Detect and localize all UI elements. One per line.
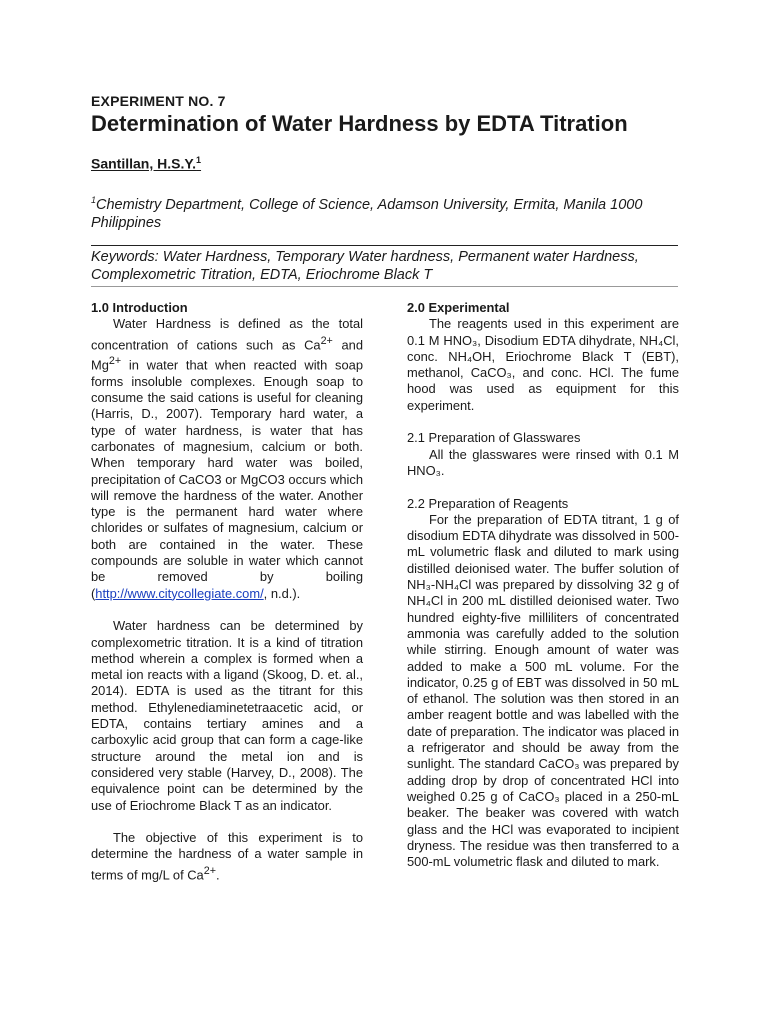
reagents-heading: 2.2 Preparation of Reagents bbox=[407, 495, 569, 511]
glasswares-heading: 2.1 Preparation of Glasswares bbox=[407, 430, 581, 446]
intro-paragraph-3: The objective of this experiment is to determine the hardness of a water sample in terms of mg/L of $Ca^{2+}$. bbox=[91, 830, 363, 882]
introduction-heading: 1.0 Introduction bbox=[91, 300, 188, 315]
paper-title: Determination of Water Hardness by EDTA Titration bbox=[91, 111, 628, 136]
keywords-top-rule bbox=[91, 245, 678, 246]
intro-paragraph-2: Water hardness can be determined by complexometric titration. It is a kind of titration method wherein a complex is formed when a metal ion reacts with a ligand (Skoog, D. et. al., 2014). EDTA is used as the titrant for this method. Ethylenediaminetetraacetic acid, or EDTA, contains tertiary amines and a carboxylic acid group that can form a cage-like structure around the metal ion and is considered very stable (Harvey, D., 2008). The equivalence point can be determined by the use of Eriochrome Black T as an indicator. bbox=[91, 618, 363, 813]
author-affiliation-mark: 1 bbox=[196, 155, 202, 165]
author bbox=[91, 155, 201, 172]
affiliation bbox=[91, 191, 681, 232]
citycollegiate-link[interactable]: http://www.citycollegiate.com/ bbox=[95, 585, 264, 601]
experimental-heading: 2.0 Experimental bbox=[407, 300, 510, 315]
reagents-paragraph: For the preparation of EDTA titrant, 1 g of disodium EDTA dihydrate was dissolved in 500-mL volumetric flask and diluted to mark using distilled deionised water. The buffer solution of NH₃-NH₄Cl was prepared by dissolving 32 g of NH₄Cl in 200 mL distilled deionised water. Two hundred eighty-five milliliters of concentrated ammonia was carefully added to the solution while stirring. Enough amount of water was added to make a 500 mL volume. For the indicator, 0.25 g of EBT was dissolved in 50 mL of ethanol. The solution was then stored in an amber reagent bottle and was labelled with the date of preparation. The indicator was placed in a refrigerator and should be away from the sunlight. The standard CaCO₃ was prepared by adding drop by drop of concentrated HCl into weighed 0.25 g of CaCO₃ placed in a 250-mL beaker. The beaker was covered with watch glass and the HCl was evaporated to incipient dryness. The residue was then transferred to a 500-mL volumetric flask and diluted to mark. bbox=[407, 511, 679, 870]
experiment-number: EXPERIMENT NO. 7 bbox=[91, 93, 226, 109]
affiliation-text: Chemistry Department, College of Science, Adamson University, Ermita, Manila 1000 Philippines bbox=[91, 196, 643, 231]
keywords-bottom-rule bbox=[91, 286, 678, 287]
glasswares-paragraph: All the glasswares were rinsed with 0.1 M HNO₃. bbox=[407, 446, 679, 478]
affiliation-mark: 1 bbox=[91, 195, 97, 205]
experimental-paragraph: The reagents used in this experiment are 0.1 M HNO₃, Disodium EDTA dihydrate, NH₄Cl, conc. NH₄OH, Eriochrome Black T (EBT), methanol, CaCO₃, and conc. HCl. The fume hood was used as equipment for this experiment. bbox=[407, 316, 679, 413]
right-column bbox=[407, 300, 679, 870]
intro-paragraph-1: Water Hardness is defined as the total concentration of cations such as $Ca^{2+}$ and $Mg^{2+}$ in water that when reacted with soap forms insoluble complexes. Enough soap to consume the said cations is useful for cleaning (Harris, D., 2007). Temporary hard water, a type of water hardness, is water that has carbonates of magnesium, calcium or both. When temporary hard water was boiled, precipitation of CaCO3 or MgCO3 occurs which will remove the hardness of the water. Another type is the permanent hard water where chlorides or sulfates of magnesium, calcium or both are contained in the water. These compounds are soluble in water which cannot be removed by boiling (http://www.citycollegiate.com/, n.d.). bbox=[91, 316, 364, 601]
author-name: Santillan, H.S.Y. bbox=[91, 155, 197, 172]
left-column bbox=[91, 300, 363, 883]
keywords: Keywords: Water Hardness, Temporary Water hardness, Permanent water Hardness, Complexometric Titration, EDTA, Eriochrome Black T bbox=[91, 249, 639, 283]
